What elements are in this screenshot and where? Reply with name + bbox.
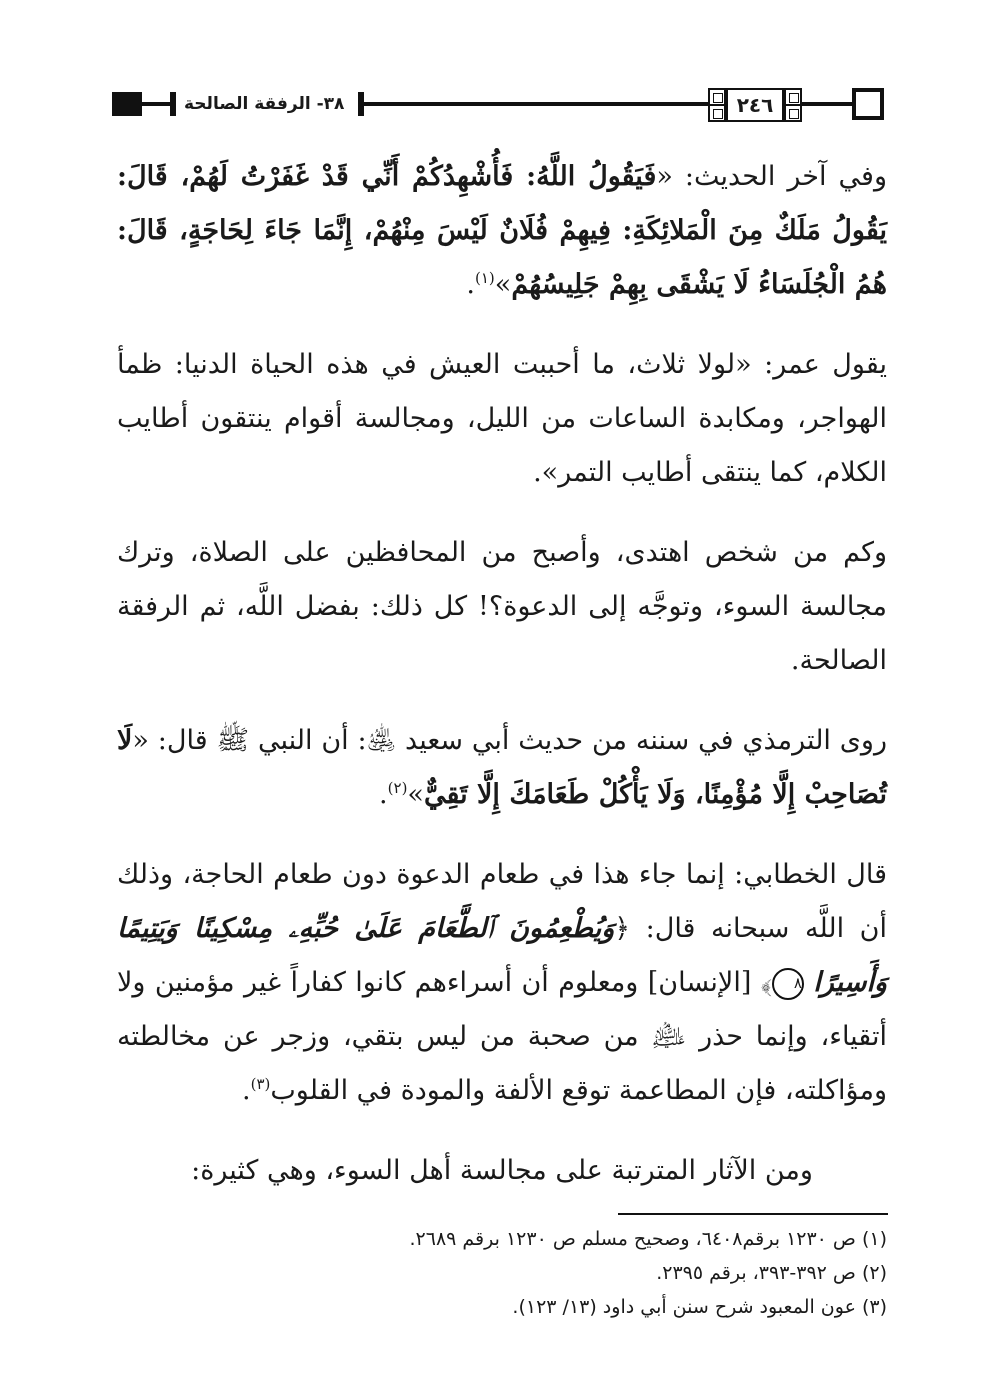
footnote-ref-3: (٣) (250, 1075, 271, 1093)
footnote-separator (618, 1213, 888, 1215)
footnote-1: (١) ص ١٢٣٠ برقم٦٤٠٨، وصحيح مسلم ص ١٢٣٠ برقم ٢٦٨٩. (409, 1228, 887, 1250)
header-left-block (112, 92, 142, 116)
ornament-knot-right-lower (784, 104, 802, 122)
page-header (112, 86, 888, 126)
paragraph-intro: قال الخطابي: إنما جاء هذا في طعام الدعوة دون طعام الحاجة، وذلك أن اللَّه سبحانه قال: ﴿ (117, 859, 887, 944)
footnote-ref-1: (١) (475, 269, 495, 287)
paragraph-intro: وفي آخر الحديث: « (656, 161, 887, 192)
paragraph-hadith-angels (117, 150, 887, 312)
ayah-number: ٨ (772, 968, 804, 1000)
sentence-end: . (379, 779, 388, 810)
footnote-2: (٢) ص ٣٩٢-٣٩٣، برقم ٢٣٩٥. (656, 1262, 887, 1284)
page-body (117, 150, 887, 1224)
header-rule-left (142, 102, 170, 106)
footnotes (117, 1222, 887, 1324)
header-rule-middle (364, 102, 710, 106)
paragraph-tirmidhi (117, 714, 887, 822)
footnote-3: (٣) عون المعبود شرح سنن أبي داود (١٣/ ١٢٣). (512, 1296, 887, 1318)
paragraph-khattabi (117, 848, 887, 1118)
sentence-end: . (242, 1075, 251, 1106)
paragraph-consequences: ومن الآثار المترتبة على مجالسة أهل السوء، وهي كثيرة: (191, 1155, 813, 1186)
sentence-end: . (466, 269, 475, 300)
quote-close: » (407, 779, 424, 810)
chapter-title: ٣٨- الرفقة الصالحة (184, 94, 345, 114)
page-number: ٢٤٦ (726, 88, 784, 122)
quote-close: » (494, 269, 512, 300)
hadith-text: فَيَقُولُ اللَّهُ: فَأُشْهِدُكُمْ أَنِّي قَدْ غَفَرْتُ لَهُمْ، قَالَ: يَقُولُ مَلَكٌ مِنَ الْمَلائِكَةِ: فِيهِمْ فُلَانٌ لَيْسَ مِنْهُمْ، إِنَّمَا جَاءَ لِحَاجَةٍ، قَالَ: هُمُ الْجُلَسَاءُ لَا يَشْقَى بِهِمْ جَلِيسُهُمْ (117, 161, 887, 300)
header-left-bar (170, 92, 176, 116)
quran-ayah: وَيُطْعِمُونَ ٱلطَّعَامَ عَلَىٰ حُبِّهِۦ مِسْكِينًا وَيَتِيمًا وَأَسِيرًا (117, 913, 887, 998)
footnote-ref-2: (٢) (387, 779, 408, 797)
header-right-square (852, 88, 884, 120)
hadith-text: لَا تُصَاحِبْ إِلَّا مُؤْمِنًا، وَلَا يَأْكُلْ طَعَامَكَ إِلَّا تَقِيٌّ (117, 725, 887, 810)
header-rule-right (802, 102, 852, 106)
ornament-knot-left-lower (708, 104, 726, 122)
paragraph-guidance: وكم من شخص اهتدى، وأصبح من المحافظين على الصلاة، وترك مجالسة السوء، وتوجَّه إلى الدعوة؟! كل ذلك: بفضل اللَّه، ثم الرفقة الصالحة. (117, 537, 887, 676)
paragraph-intro: روى الترمذي في سننه من حديث أبي سعيد ﵁: أن النبي ﷺ قال: « (132, 725, 887, 756)
paragraph-rest: [الإنسان] ومعلوم أن أسراءهم كانوا كفاراً غير مؤمنين ولا أتقياء، وإنما حذر ﵇ من صحبة من ليس بتقي، وزجر عن مخالطته ومؤاكلته، فإن المطاعمة توقع الألفة والمودة في القلوب (117, 967, 887, 1106)
ayah-close: ﴾ (760, 967, 772, 998)
paragraph-umar: يقول عمر: «لولا ثلاث، ما أحببت العيش في هذه الحياة الدنيا: ظمأ الهواجر، ومكابدة الساعات من الليل، ومجالسة أقوام ينتقون أطايب الكلام، كما ينتقى أطايب التمر». (117, 349, 887, 488)
